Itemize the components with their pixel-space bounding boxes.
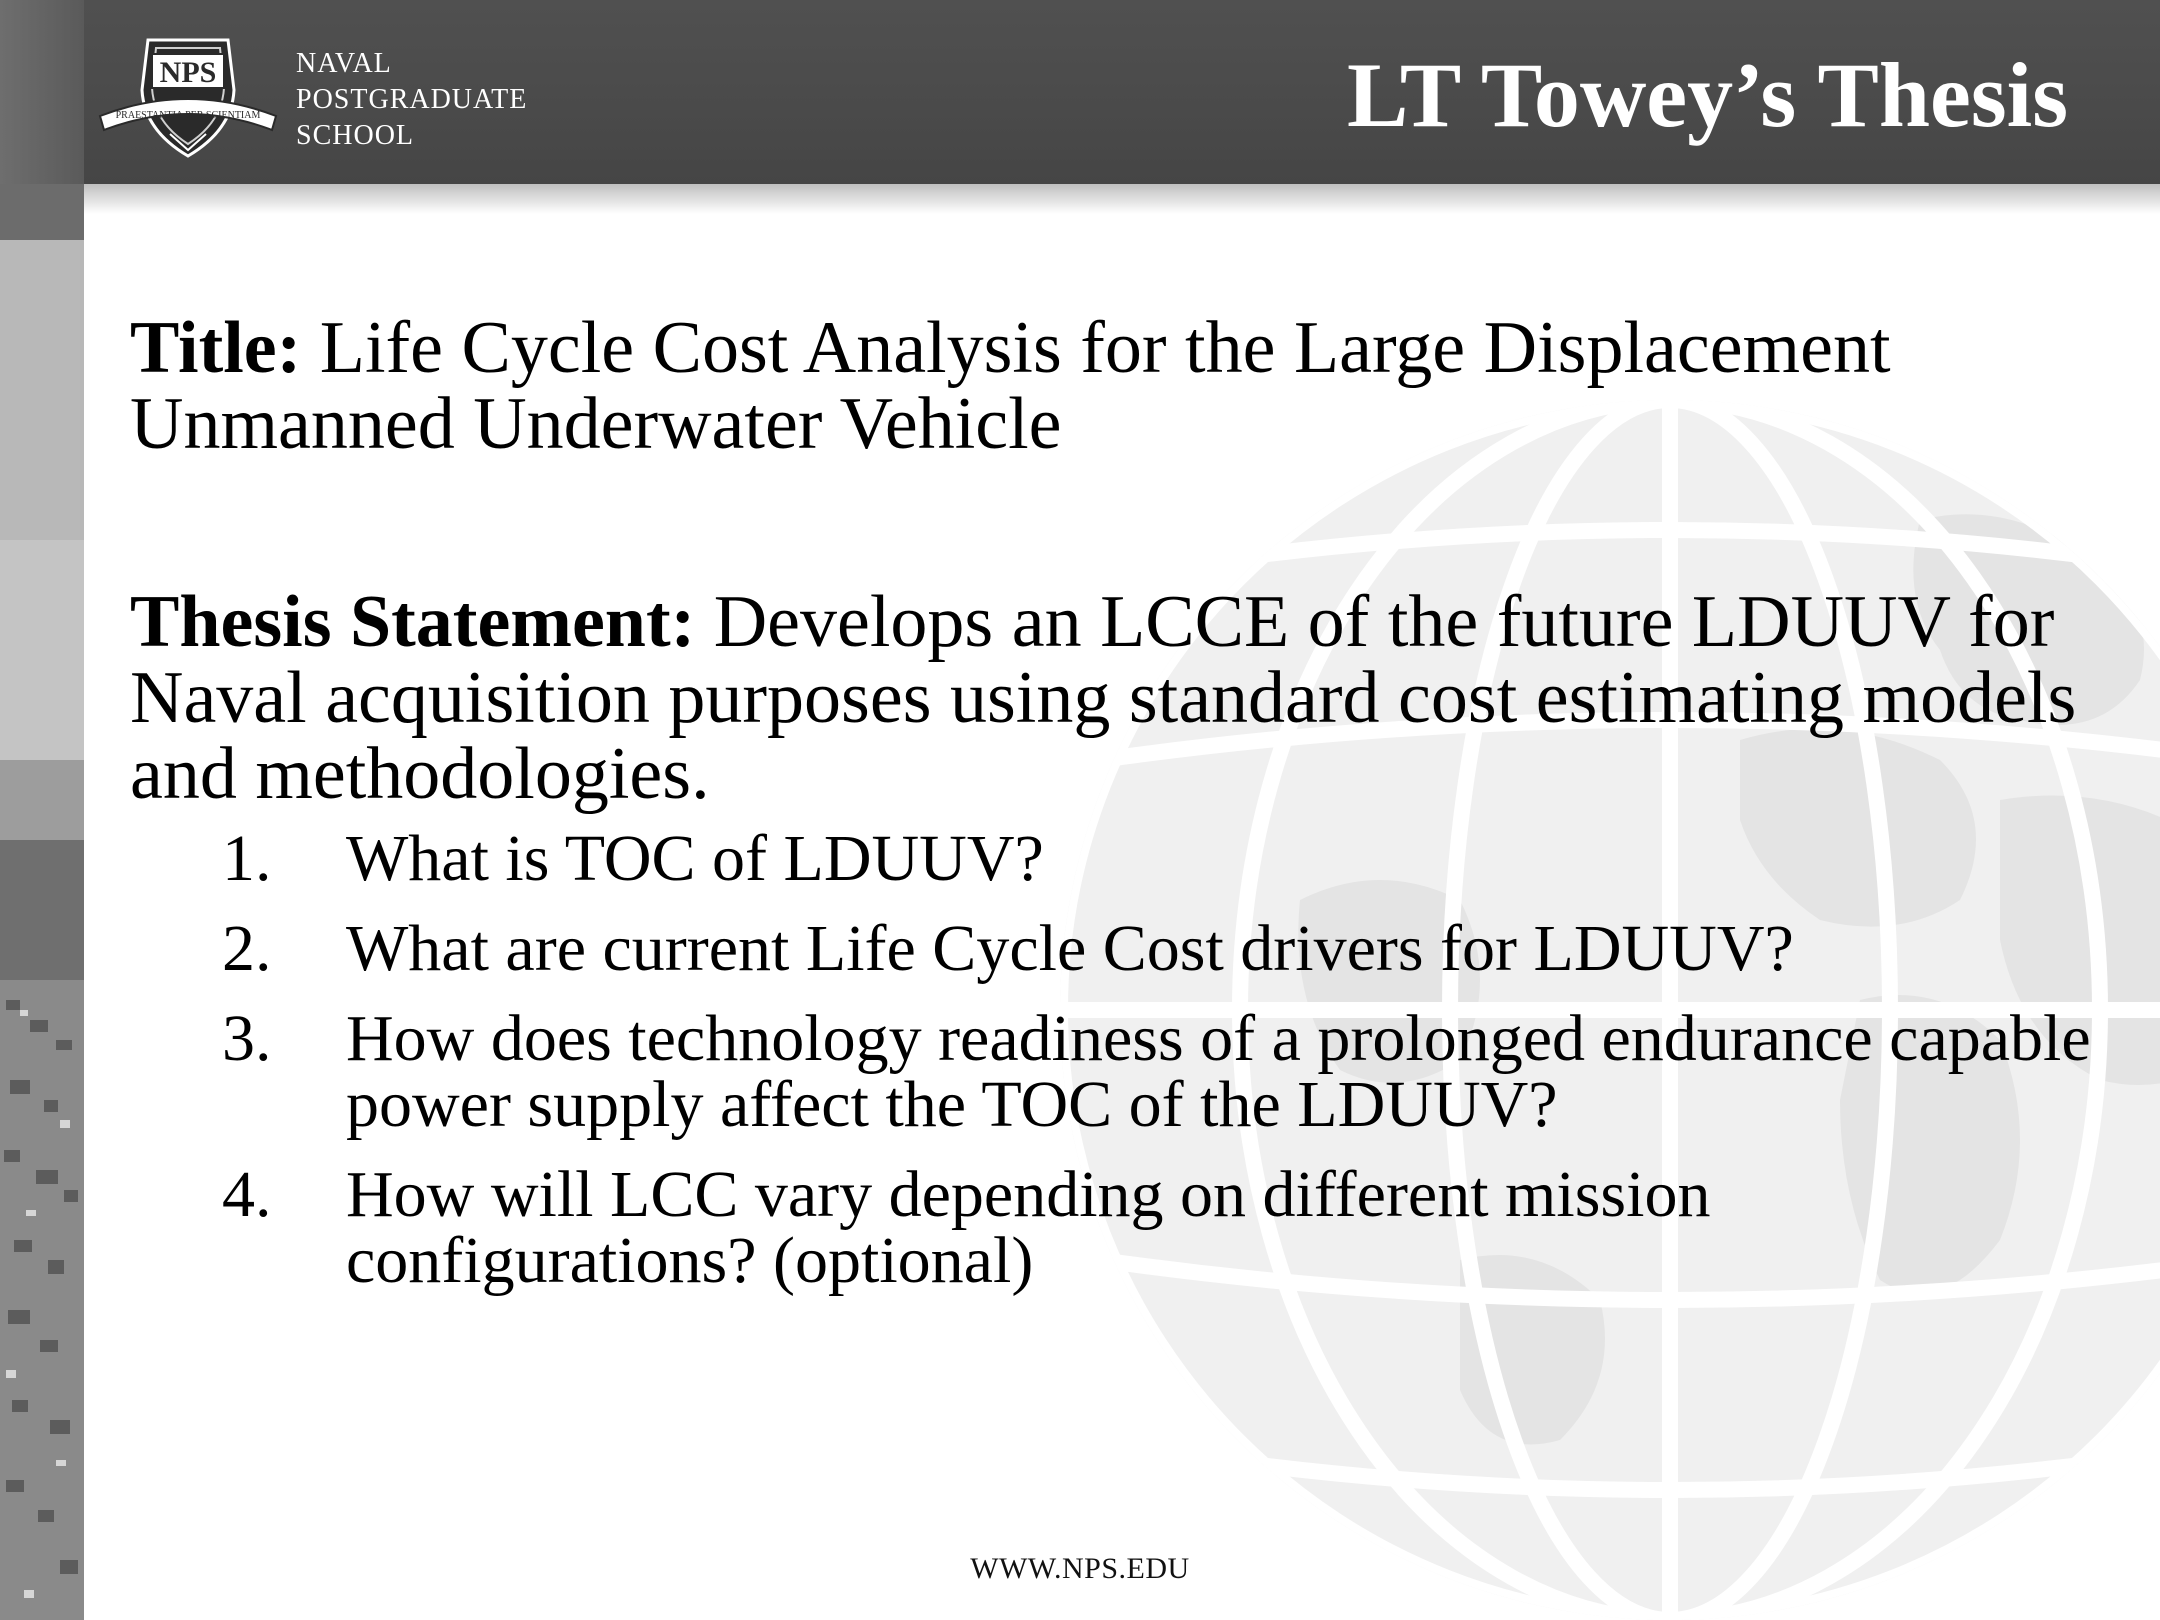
header-left-fade: [0, 0, 84, 184]
slide-content: [130, 307, 2110, 1318]
list-item-text: How does technology readiness of a prolonged endurance capable power supply affect the TOC of the LDUUV?: [346, 1002, 2091, 1141]
list-item-text: What are current Life Cycle Cost drivers for LDUUV?: [346, 912, 1794, 985]
list-item-text: How will LCC vary depending on different mission configurations? (optional): [346, 1158, 1711, 1297]
school-name: [296, 46, 527, 154]
thesis-statement-label: Thesis Statement:: [130, 581, 696, 663]
research-questions-list: [130, 822, 2110, 1297]
list-item: [130, 1158, 2110, 1297]
list-item-number: 2.: [222, 912, 272, 985]
list-item: [130, 1002, 2110, 1141]
list-item-number: 3.: [222, 1002, 272, 1075]
title-text: Life Cycle Cost Analysis for the Large Displacement Unmanned Underwater Vehicle: [130, 307, 1891, 465]
header-shadow: [84, 184, 2160, 214]
footer-url: WWW.NPS.EDU: [970, 1552, 1190, 1585]
school-name-line3: SCHOOL: [296, 120, 415, 151]
thesis-statement-paragraph: [130, 581, 2110, 815]
list-item-text: What is TOC of LDUUV?: [346, 822, 1044, 895]
thesis-statement-text: Develops an LCCE of the future LDUUV for Naval acquisition purposes using standard cost estimating models and methodologies.: [130, 581, 2077, 815]
list-item-number: 1.: [222, 822, 272, 895]
list-item: [130, 912, 2110, 985]
left-photo-strip: [0, 0, 84, 1620]
title-label: Title:: [130, 307, 302, 389]
aerial-photo-texture: [0, 0, 84, 1620]
seal-letters: NPS: [159, 56, 217, 89]
list-item: [130, 822, 2110, 895]
slide-title: LT Towey’s Thesis: [1346, 44, 2068, 146]
title-paragraph: [130, 307, 2110, 465]
seal-motto: PRAESTANTIA PER SCIENTIAM: [115, 110, 261, 121]
school-name-line1: NAVAL: [296, 48, 392, 79]
nps-seal-icon: [96, 30, 280, 166]
school-name-line2: POSTGRADUATE: [296, 84, 528, 115]
list-item-number: 4.: [222, 1158, 272, 1231]
